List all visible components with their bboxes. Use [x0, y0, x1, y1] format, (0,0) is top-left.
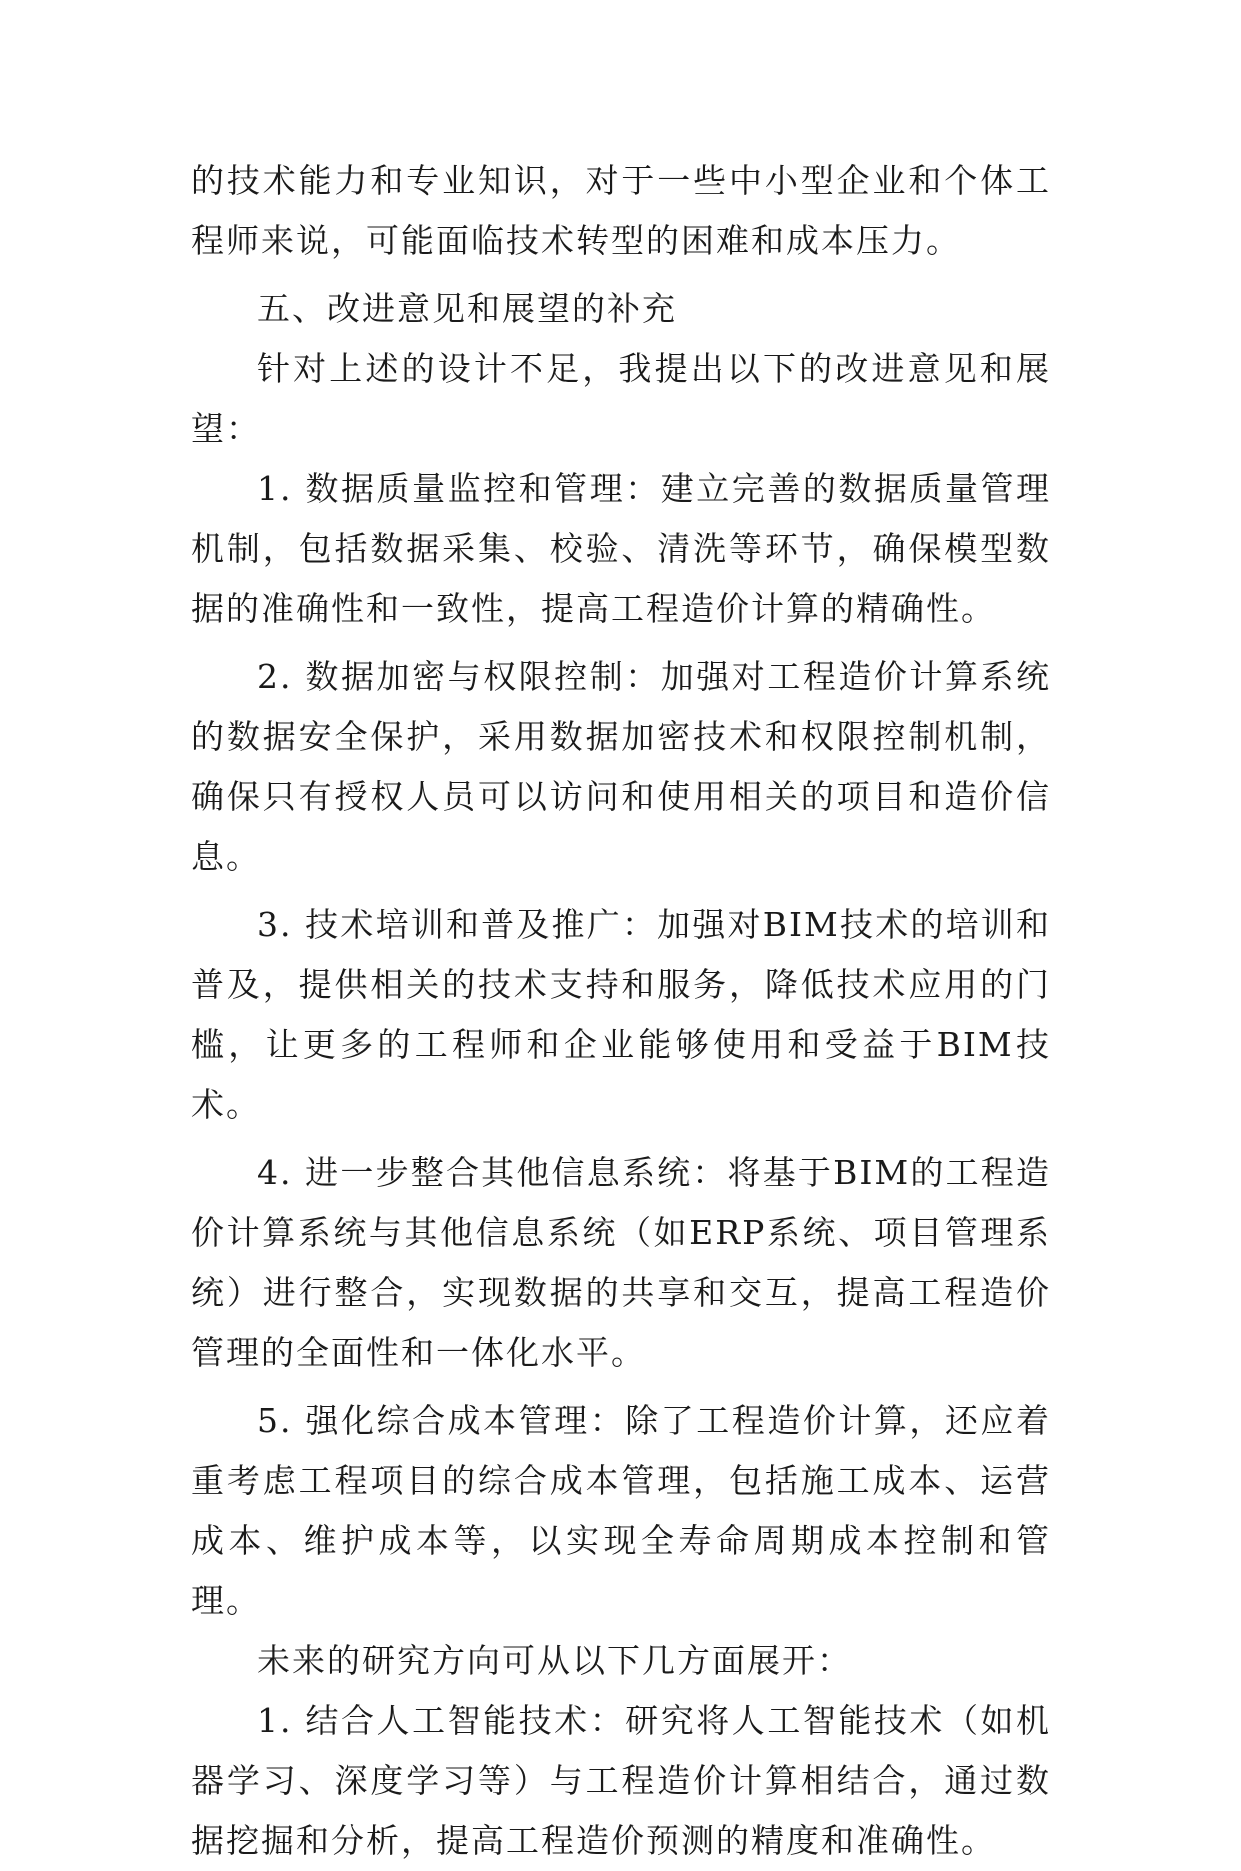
future-item-1: 1. 结合人工智能技术：研究将人工智能技术（如机器学习、深度学习等）与工程造价计算相结合，通过数据挖掘和分析，提高工程造价预测的精度和准确性。 — [191, 1701, 1051, 1860]
list-item-5: 5. 强化综合成本管理：除了工程造价计算，还应着重考虑工程项目的综合成本管理，包括施工成本、运营成本、维护成本等，以实现全寿命周期成本控制和管理。 — [191, 1401, 1051, 1620]
list-item-4: 4. 进一步整合其他信息系统：将基于BIM的工程造价计算系统与其他信息系统（如ERP系统、项目管理系统）进行整合，实现数据的共享和交互，提高工程造价管理的全面性和一体化水平。 — [191, 1153, 1051, 1372]
list-item-1: 1. 数据质量监控和管理：建立完善的数据质量管理机制，包括数据采集、校验、清洗等环节，确保模型数据的准确性和一致性，提高工程造价计算的精确性。 — [191, 469, 1051, 628]
document-body — [191, 151, 1051, 1871]
paragraph-intro: 针对上述的设计不足，我提出以下的改进意见和展望： — [191, 349, 1051, 448]
list-item-2: 2. 数据加密与权限控制：加强对工程造价计算系统的数据安全保护，采用数据加密技术和权限控制机制，确保只有授权人员可以访问和使用相关的项目和造价信息。 — [191, 657, 1051, 876]
paragraph-future: 未来的研究方向可从以下几方面展开： — [257, 1641, 852, 1680]
list-item-3: 3. 技术培训和普及推广：加强对BIM技术的培训和普及，提供相关的技术支持和服务，降低技术应用的门槛，让更多的工程师和企业能够使用和受益于BIM技术。 — [191, 905, 1051, 1124]
section-heading: 五、改进意见和展望的补充 — [257, 289, 677, 328]
paragraph-continuation: 的技术能力和专业知识，对于一些中小型企业和个体工程师来说，可能面临技术转型的困难和成本压力。 — [191, 161, 1051, 260]
